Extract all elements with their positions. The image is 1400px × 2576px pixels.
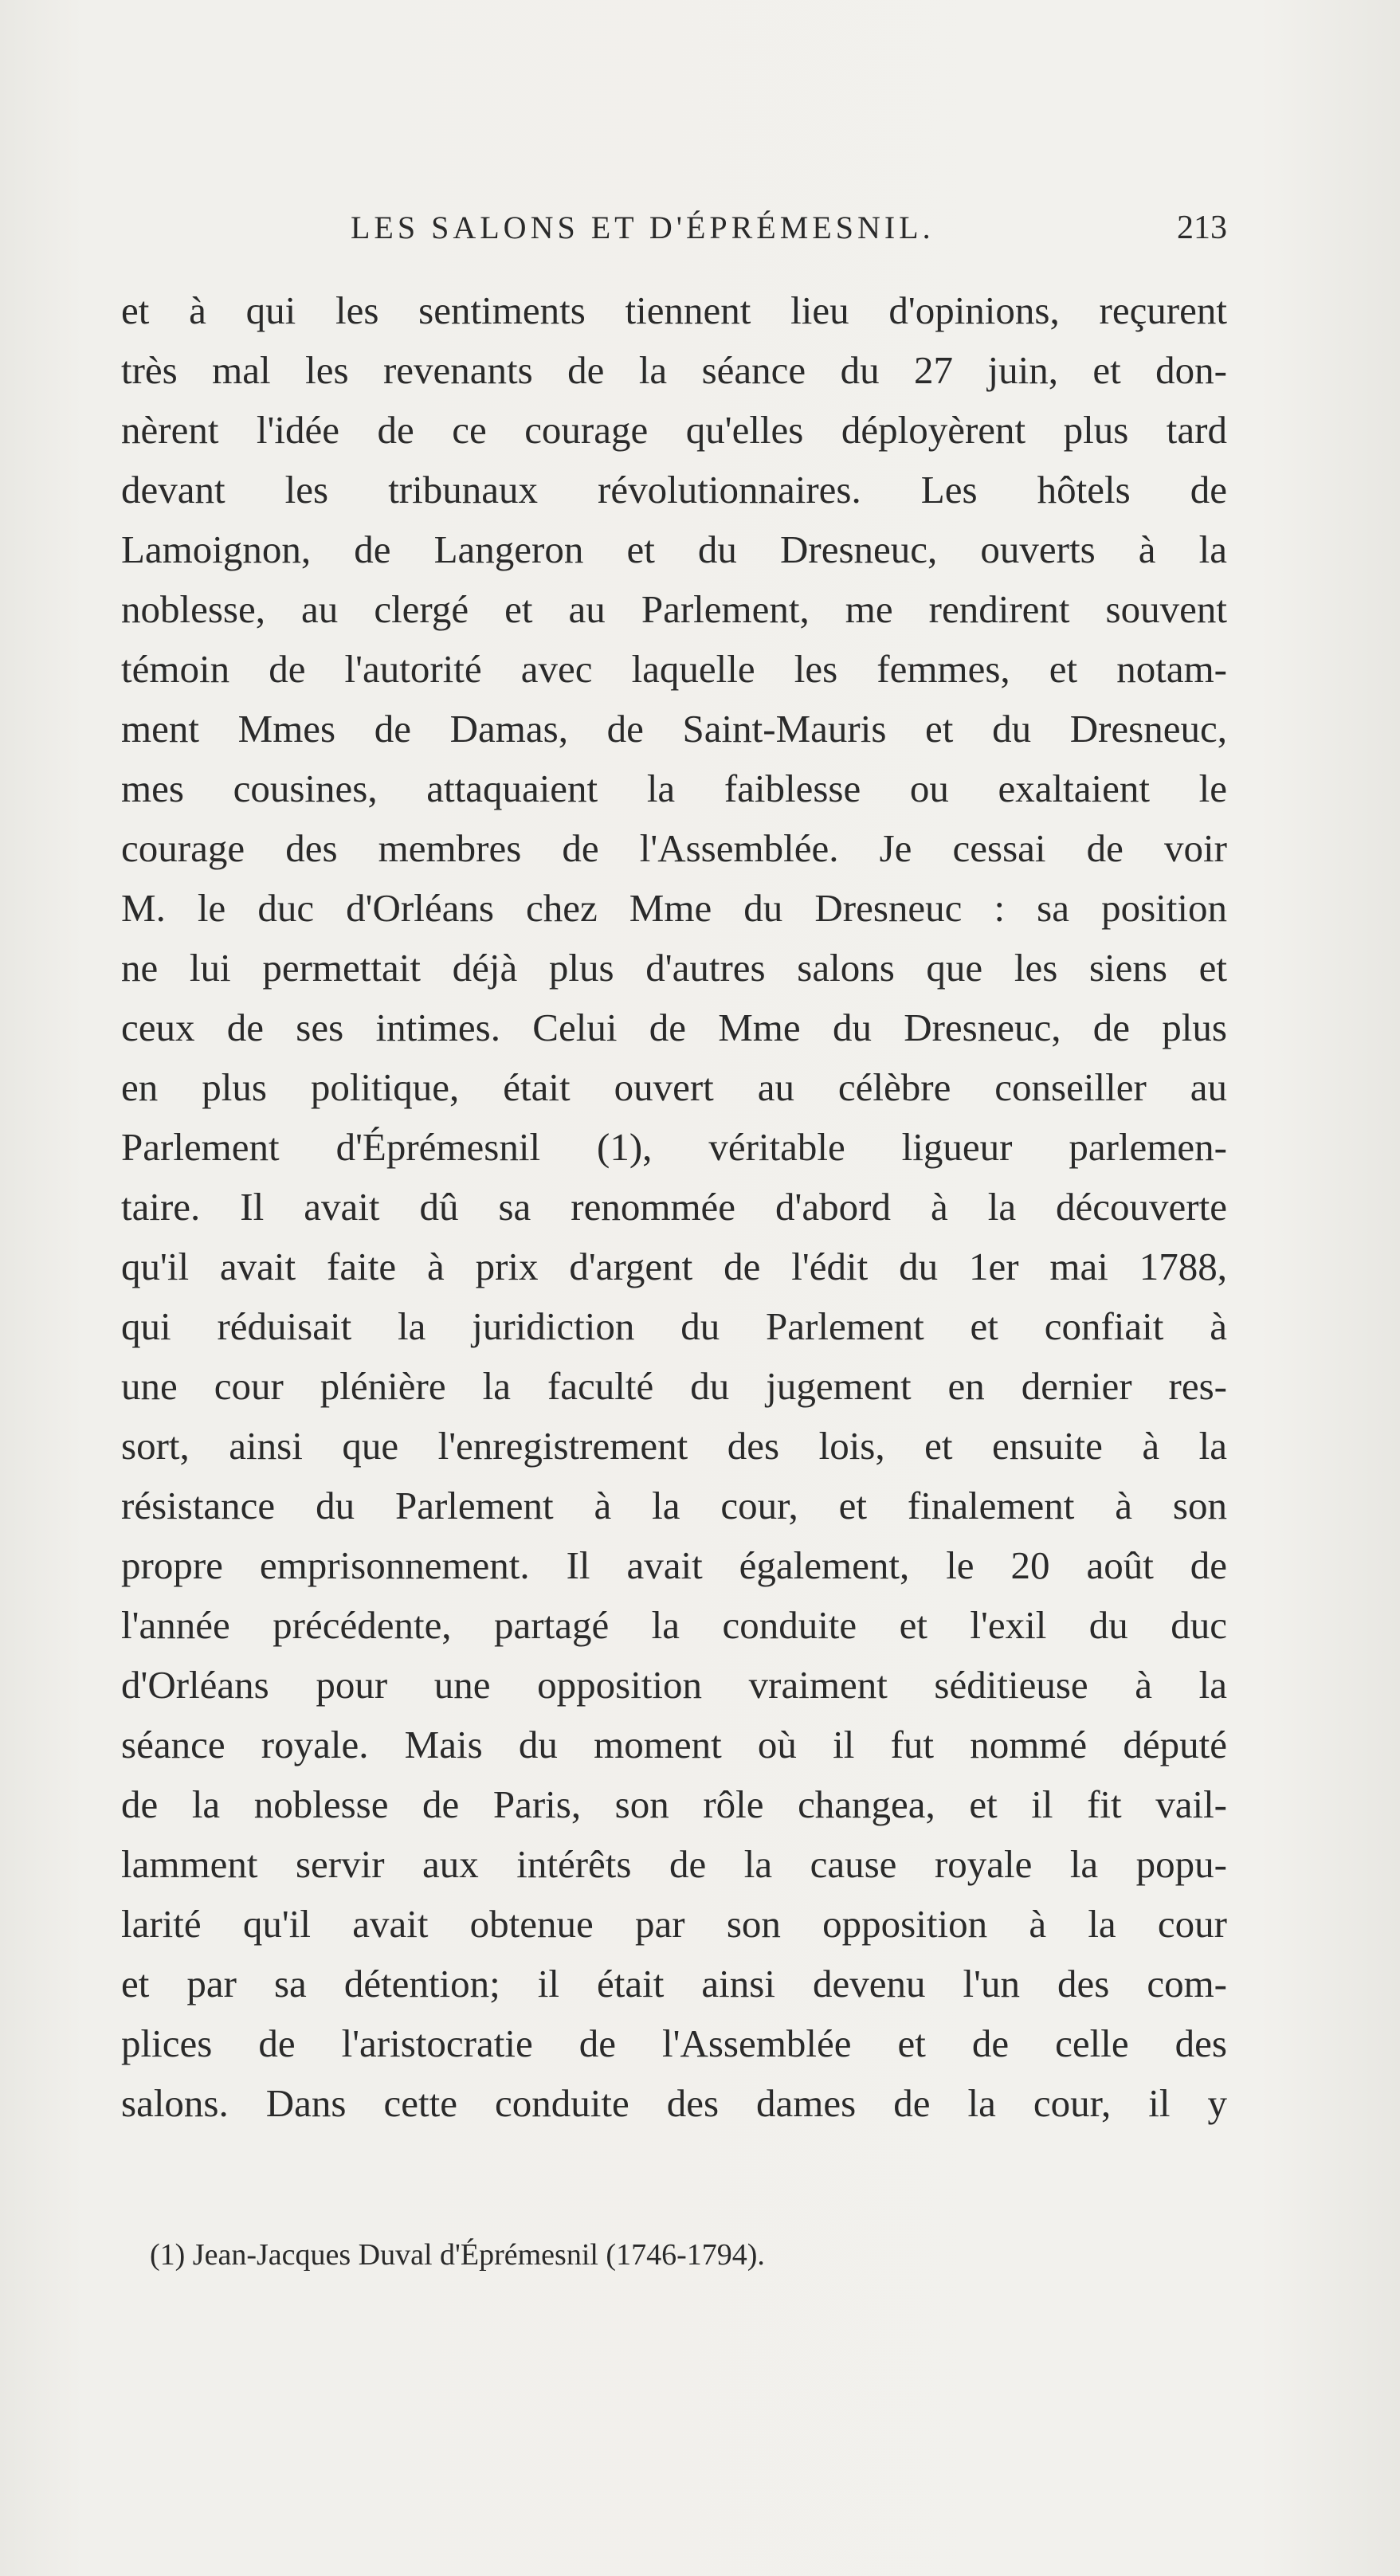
text-line: et à qui les sentiments tiennent lieu d'opinions, reçurent <box>121 288 1227 332</box>
text-line: ceux de ses intimes. Celui de Mme du Dresneuc, de plus <box>121 1006 1227 1049</box>
text-line: ment Mmes de Damas, de Saint-Mauris et du Dresneuc, <box>121 707 1227 751</box>
text-line: salons. Dans cette conduite des dames de la cour, il y <box>121 2081 1227 2125</box>
running-title: LES SALONS ET D'ÉPRÉMESNIL. <box>351 210 935 245</box>
text-line: devant les tribunaux révolutionnaires. Les hôtels de <box>121 468 1227 512</box>
text-line: sort, ainsi que l'enregistrement des lois, et ensuite à la <box>121 1424 1227 1468</box>
text-line: ne lui permettait déjà plus d'autres salons que les siens et <box>121 946 1227 990</box>
text-line: en plus politique, était ouvert au célèbre conseiller au <box>121 1065 1227 1109</box>
text-line: nèrent l'idée de ce courage qu'elles déployèrent plus tard <box>121 408 1227 452</box>
text-line: témoin de l'autorité avec laquelle les femmes, et notam- <box>121 647 1227 691</box>
text-line: et par sa détention; il était ainsi devenu l'un des com- <box>121 1962 1227 2006</box>
text-line: d'Orléans pour une opposition vraiment séditieuse à la <box>121 1663 1227 1707</box>
text-line: propre emprisonnement. Il avait également, le 20 août de <box>121 1543 1227 1587</box>
text-line: M. le duc d'Orléans chez Mme du Dresneuc : sa position <box>121 886 1227 930</box>
text-line: courage des membres de l'Assemblée. Je cessai de voir <box>121 826 1227 870</box>
text-line: résistance du Parlement à la cour, et finalement à son <box>121 1484 1227 1527</box>
text-line: de la noblesse de Paris, son rôle changea, et il fit vail- <box>121 1782 1227 1826</box>
text-line: Lamoignon, de Langeron et du Dresneuc, ouverts à la <box>121 527 1227 571</box>
footnote: (1) Jean-Jacques Duval d'Éprémesnil (1746-1794). <box>150 2238 765 2272</box>
page-number: 213 <box>1177 210 1227 246</box>
text-line: qu'il avait faite à prix d'argent de l'édit du 1er mai 1788, <box>121 1245 1227 1288</box>
text-line: l'année précédente, partagé la conduite et l'exil du duc <box>121 1603 1227 1647</box>
text-line: lamment servir aux intérêts de la cause royale la popu- <box>121 1842 1227 1886</box>
text-line: taire. Il avait dû sa renommée d'abord à la découverte <box>121 1185 1227 1229</box>
text-line: Parlement d'Éprémesnil (1), véritable ligueur parlemen- <box>121 1125 1227 1169</box>
text-line: une cour plénière la faculté du jugement en dernier res- <box>121 1364 1227 1408</box>
text-line: noblesse, au clergé et au Parlement, me rendirent souvent <box>121 587 1227 631</box>
text-line: plices de l'aristocratie de l'Assemblée et de celle des <box>121 2021 1227 2065</box>
text-line: larité qu'il avait obtenue par son opposition à la cour <box>121 1902 1227 1946</box>
text-line: très mal les revenants de la séance du 27 juin, et don- <box>121 348 1227 392</box>
running-head <box>120 209 1227 265</box>
text-line: mes cousines, attaquaient la faiblesse ou exaltaient le <box>121 767 1227 810</box>
body-text <box>121 280 1227 2133</box>
text-line: séance royale. Mais du moment où il fut nommé député <box>121 1723 1227 1766</box>
text-line: qui réduisait la juridiction du Parlement et confiait à <box>121 1304 1227 1348</box>
